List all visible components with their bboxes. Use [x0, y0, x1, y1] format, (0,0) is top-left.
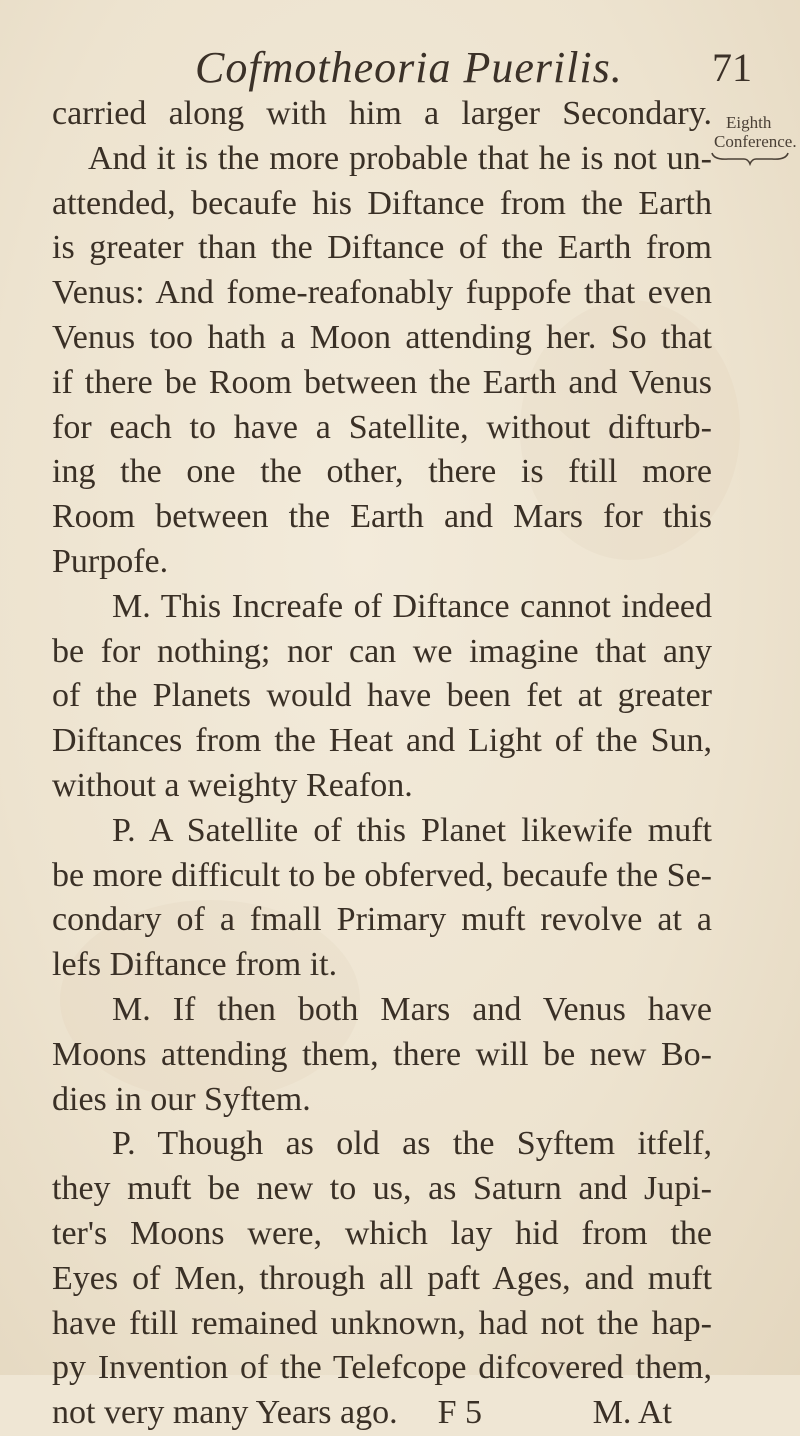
text-line: ing the one the other, there is ftill more: [52, 453, 712, 491]
text-line: P. Though as old as the Syftem itfelf,: [112, 1125, 712, 1163]
text-line: Purpofe.: [52, 542, 169, 580]
catchword: M. At: [592, 1394, 672, 1432]
text-line: they muft be new to us, as Saturn and Jupi-: [52, 1170, 712, 1208]
text-line: py Invention of the Telefcope difcovered them,: [52, 1349, 712, 1387]
text-line: ter's Moons were, which lay hid from the: [52, 1214, 712, 1252]
text-line: condary of a fmall Primary muft revolve at a: [52, 901, 712, 939]
text-line: Diftances from the Heat and Light of the Sun,: [52, 722, 712, 760]
text-line: Venus: And fome-reafonably fuppofe that even: [52, 274, 712, 312]
text-line: P. A Satellite of this Planet likewife muft: [112, 811, 712, 849]
margin-brace-icon: [710, 150, 790, 166]
text-line: be for nothing; nor can we imagine that any: [52, 632, 712, 670]
text-line: without a weighty Reafon.: [52, 766, 413, 804]
text-line: Venus too hath a Moon attending her. So that: [52, 318, 712, 356]
text-line: And it is the more probable that he is not un-: [88, 139, 712, 177]
text-line: attended, becaufe his Diftance from the Earth: [52, 184, 712, 222]
text-line: M. This Increafe of Diftance cannot indeed: [112, 587, 712, 625]
signature-line: [52, 1391, 712, 1436]
text-line: is greater than the Diftance of the Earth from: [52, 229, 712, 267]
text-line-end: not very many Years ago.: [52, 1394, 398, 1432]
body-text: [52, 92, 712, 1436]
text-line: dies in our Syftem.: [52, 1080, 311, 1118]
text-line: lefs Diftance from it.: [52, 946, 338, 984]
text-line: of the Planets would have been fet at greater: [52, 677, 712, 715]
page-number: 71: [712, 45, 752, 90]
text-line: Moons attending them, there will be new Bo-: [52, 1035, 712, 1073]
text-line: Eyes of Men, through all paft Ages, and muft: [52, 1259, 712, 1297]
text-line: for each to have a Satellite, without difturb-: [52, 408, 712, 446]
text-line: Room between the Earth and Mars for this: [52, 498, 712, 536]
margin-note-line: Eighth: [726, 113, 772, 132]
text-line: M. If then both Mars and Venus have: [112, 990, 712, 1028]
margin-note: [714, 113, 798, 151]
margin-note-line: Conference.: [714, 132, 797, 151]
signature-mark: F 5: [437, 1394, 483, 1432]
text-line: if there be Room between the Earth and Venus: [52, 363, 712, 401]
running-title: Cofmotheoria Puerilis.: [195, 43, 623, 92]
text-line: carried along with him a larger Secondary.: [52, 95, 712, 132]
text-line: have ftill remained unknown, had not the hap-: [52, 1304, 712, 1342]
text-line: be more difficult to be obferved, becaufe the Se-: [52, 856, 712, 894]
